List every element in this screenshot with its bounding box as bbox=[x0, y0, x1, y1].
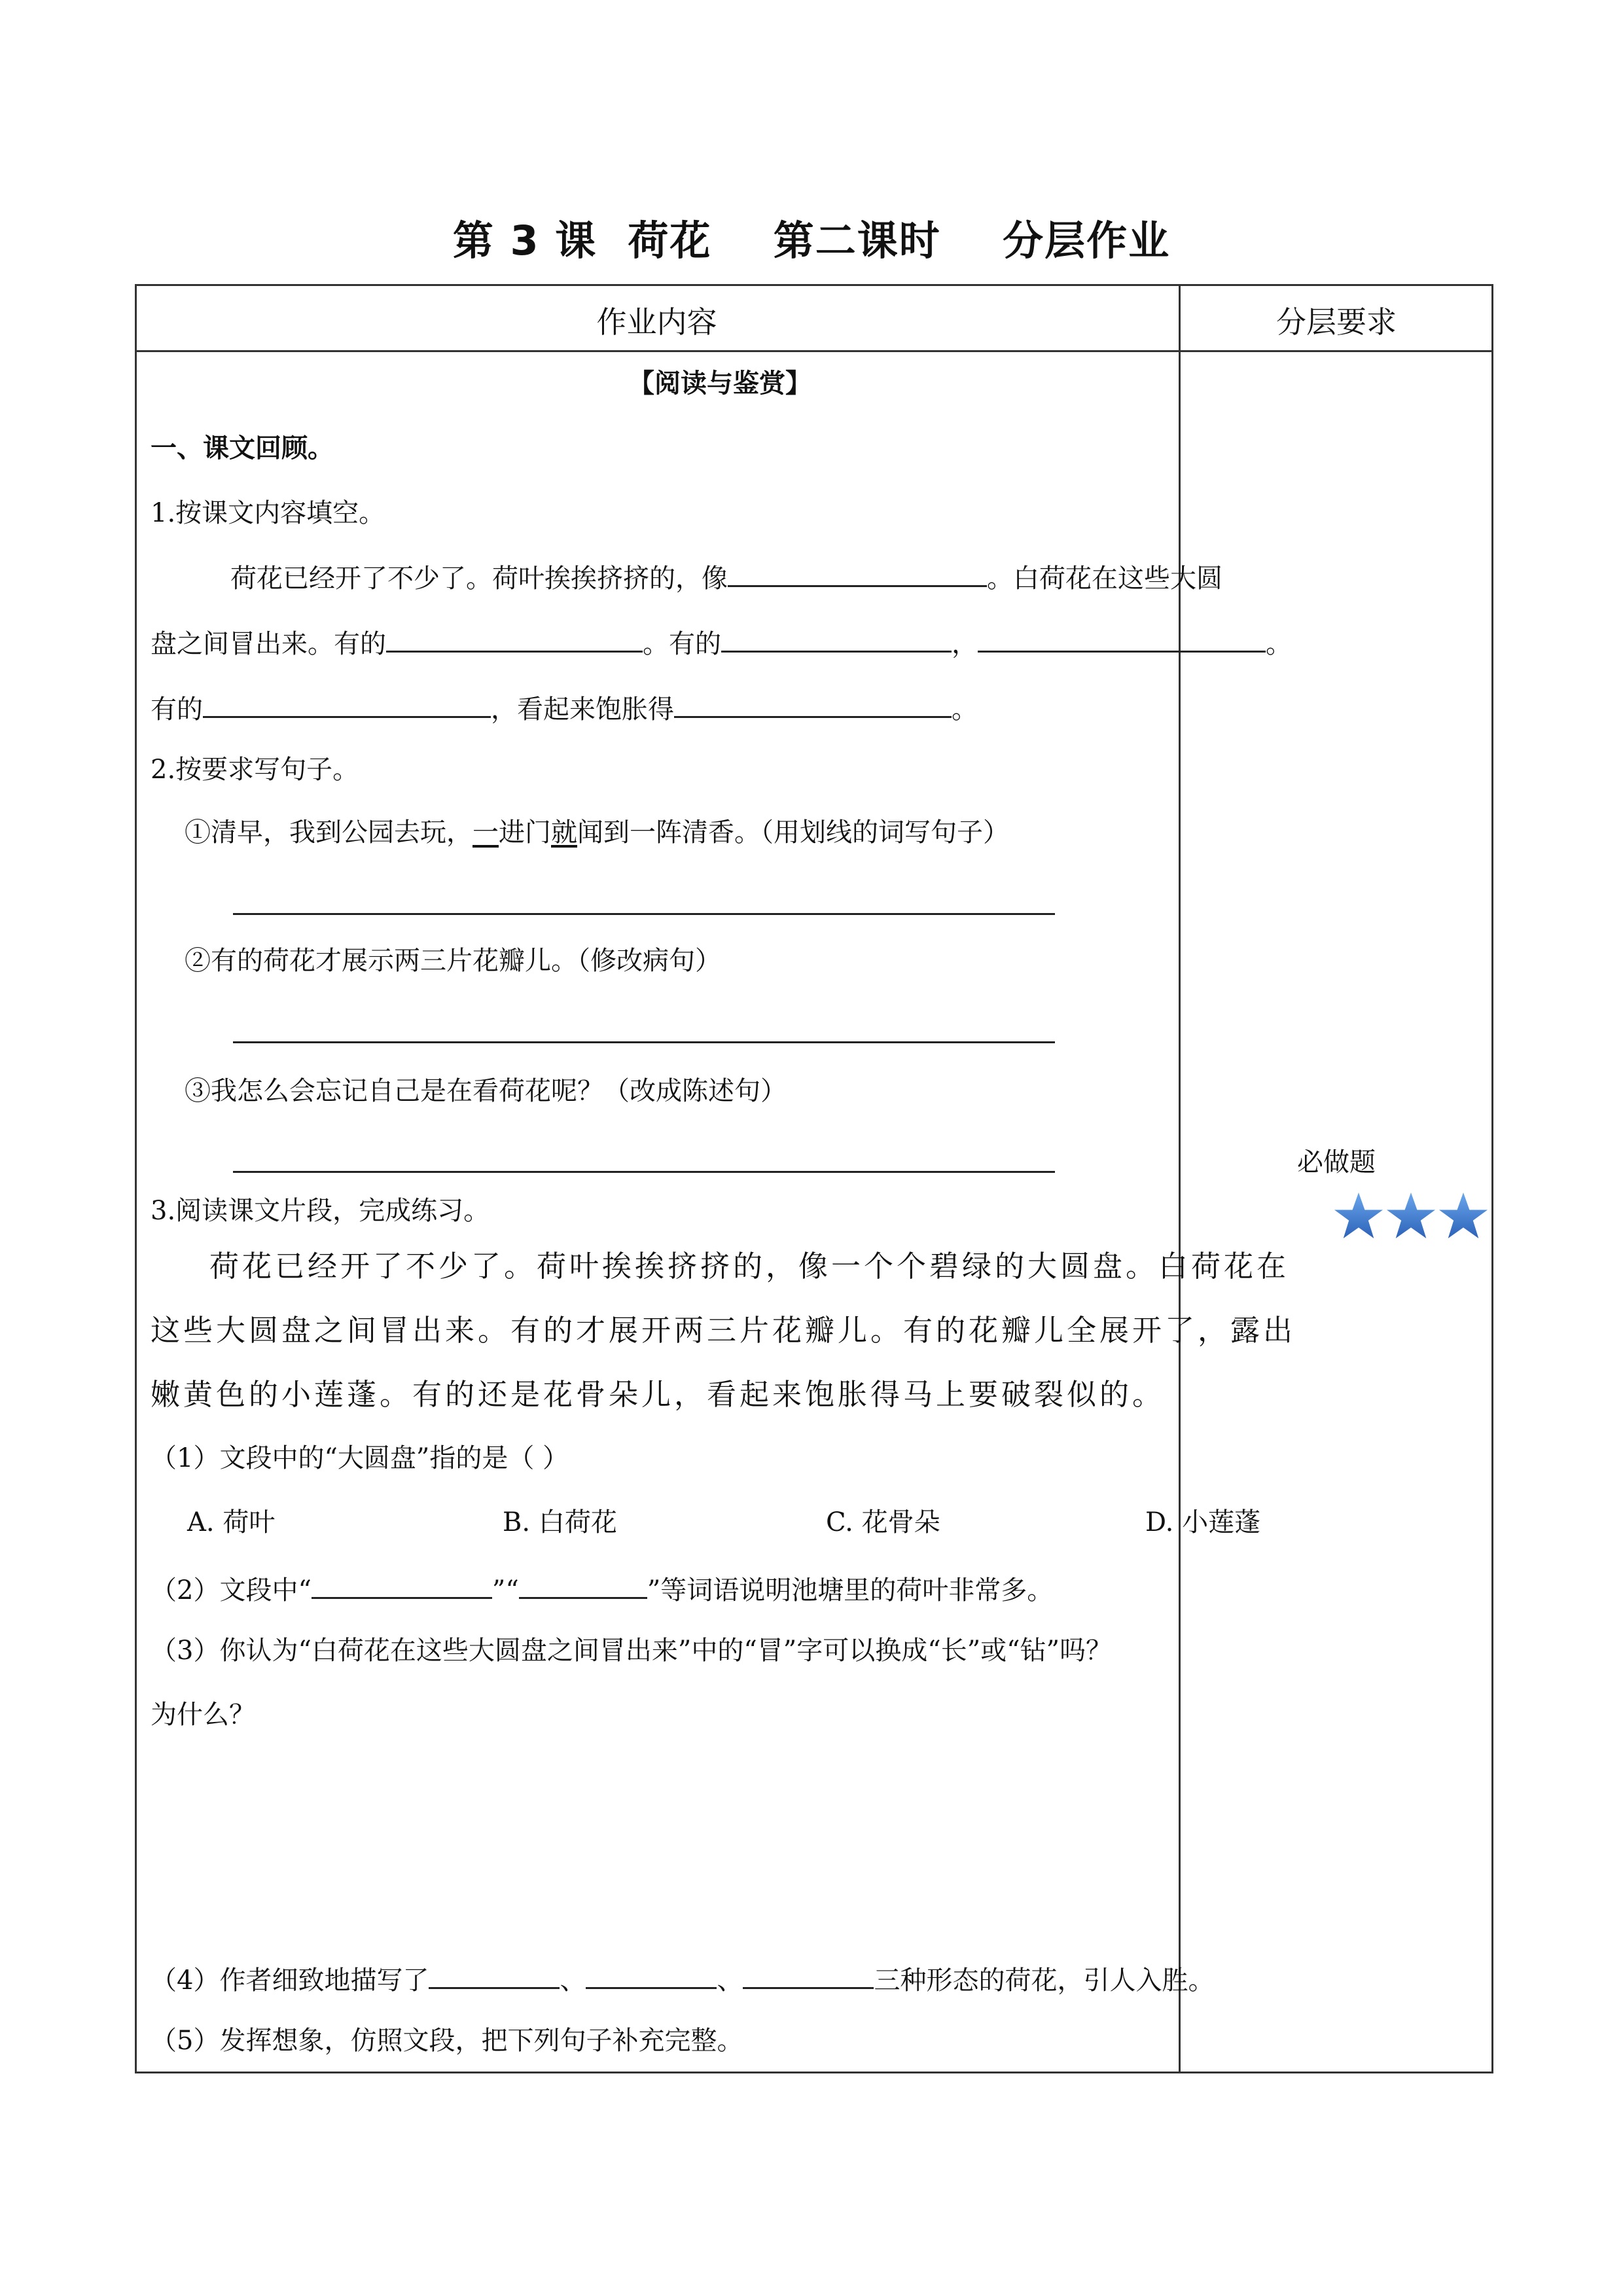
q1-text: ， bbox=[952, 629, 978, 659]
q2-title: 2.按要求写句子。 bbox=[151, 755, 359, 785]
q3-sub1: （1）文段中的“大圆盘”指的是（ ） bbox=[151, 1443, 569, 1473]
blank bbox=[203, 692, 491, 718]
q3-sub5: （5）发挥想象，仿照文段，把下列句子补充完整。 bbox=[151, 2026, 743, 2056]
q3-title: 3.阅读课文片段，完成练习。 bbox=[151, 1196, 490, 1226]
q1-text: 荷花已经开了不少了。荷叶挨挨挤挤的，像 bbox=[230, 564, 728, 594]
q2-sentence2: ②有的荷花才展示两三片花瓣儿。（修改病句） bbox=[185, 946, 721, 976]
difficulty-stars bbox=[1332, 1191, 1489, 1244]
passage-line: 嫩黄色的小莲蓬。有的还是花骨朵儿，看起来饱胀得马上要破裂似的。 bbox=[151, 1377, 1166, 1412]
q3-text: （2）文段中“ bbox=[151, 1575, 312, 1605]
underlined-word: 就 bbox=[551, 817, 577, 848]
q2-sentence1 bbox=[185, 819, 1009, 846]
passage-line: 这些大圆盘之间冒出来。有的才展开两三片花瓣儿。有的花瓣儿全展开了，露出 bbox=[151, 1313, 1296, 1348]
page-title: 第 3 课 荷花 第二课时 分层作业 bbox=[452, 217, 1171, 264]
q3-sub3: （3）你认为“白荷花在这些大圆盘之间冒出来”中的“冒”字可以换成“长”或“钻”吗？ bbox=[151, 1636, 1113, 1666]
star-icon bbox=[1387, 1193, 1435, 1238]
passage-line: 荷花已经开了不少了。荷叶挨挨挤挤的，像一个个碧绿的大圆盘。白荷花在 bbox=[209, 1249, 1290, 1283]
q3-sub2 bbox=[151, 1573, 1053, 1604]
answer-line bbox=[233, 913, 1055, 915]
q1-text: 。白荷花在这些大圆 bbox=[987, 564, 1222, 594]
option-a: A. 荷叶 bbox=[187, 1507, 276, 1537]
blank bbox=[978, 627, 1266, 653]
q2-text: 闻到一阵清香。（用划线的词写句子） bbox=[577, 817, 1009, 848]
blank bbox=[312, 1573, 492, 1599]
blank bbox=[429, 1964, 560, 1989]
q2-text: ①清早，我到公园去玩， bbox=[185, 817, 473, 848]
q3-text: ”“ bbox=[491, 1575, 519, 1605]
q3-text: ”等词语说明池塘里的荷叶非常多。 bbox=[647, 1575, 1054, 1605]
header-divider bbox=[135, 350, 1493, 352]
q1-text: ，看起来饱胀得 bbox=[491, 694, 674, 725]
q3-text: 、 bbox=[560, 1965, 586, 1996]
q3-text: 、 bbox=[717, 1965, 743, 1996]
blank bbox=[674, 692, 952, 718]
star-icon bbox=[1439, 1193, 1488, 1238]
q3-text: 三种形态的荷花，引人入胜。 bbox=[874, 1965, 1215, 1996]
star-icon bbox=[1334, 1193, 1383, 1238]
blank bbox=[728, 562, 987, 587]
q1-text: 。 bbox=[1266, 629, 1292, 659]
q3-sub3-cont: 为什么？ bbox=[151, 1700, 255, 1730]
q1-title: 1.按课文内容填空。 bbox=[151, 498, 385, 528]
header-level: 分层要求 bbox=[1276, 304, 1397, 340]
column-divider bbox=[1179, 284, 1181, 2073]
header-content: 作业内容 bbox=[596, 304, 717, 340]
q3-sub4 bbox=[151, 1964, 1214, 1994]
homework-table bbox=[135, 284, 1493, 2073]
q1-line3 bbox=[151, 692, 978, 723]
option-d: D. 小莲蓬 bbox=[1145, 1507, 1261, 1537]
underlined-word: 一 bbox=[473, 817, 499, 848]
q1-text: 。有的 bbox=[643, 629, 721, 659]
blank bbox=[743, 1964, 874, 1989]
part-heading: 一、课文回顾。 bbox=[151, 433, 334, 463]
q1-text: 盘之间冒出来。有的 bbox=[151, 629, 386, 659]
requirement-label: 必做题 bbox=[1297, 1147, 1376, 1177]
q2-sentence3: ③我怎么会忘记自己是在看荷花呢？（改成陈述句） bbox=[185, 1076, 787, 1106]
answer-line bbox=[233, 1171, 1055, 1173]
q1-text: 。 bbox=[952, 694, 978, 725]
answer-line bbox=[233, 1041, 1055, 1043]
q1-text: 有的 bbox=[151, 694, 203, 725]
blank bbox=[586, 1964, 717, 1989]
q1-line2 bbox=[151, 627, 1292, 657]
option-c: C. 花骨朵 bbox=[826, 1507, 940, 1537]
option-b: B. 白荷花 bbox=[503, 1507, 617, 1537]
q2-text: 进门 bbox=[499, 817, 551, 848]
blank bbox=[721, 627, 952, 653]
q3-text: （4）作者细致地描写了 bbox=[151, 1965, 429, 1996]
blank bbox=[519, 1573, 647, 1599]
section-heading: 【阅读与鉴赏】 bbox=[628, 368, 812, 399]
blank bbox=[386, 627, 643, 653]
q1-line1 bbox=[230, 562, 1222, 592]
